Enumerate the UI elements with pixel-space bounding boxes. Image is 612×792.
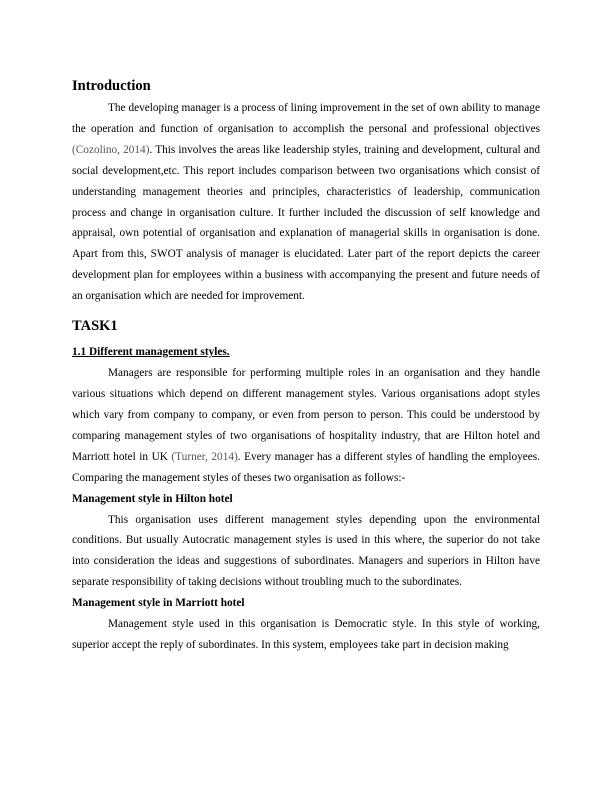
marriott-paragraph: Management style used in this organisation is Democratic style. In this style of working, superior accept the reply of subordinates. In this system, employees take part in decision making	[72, 618, 540, 652]
introduction-citation: (Cozolino, 2014)	[72, 143, 150, 156]
hilton-heading: Management style in Hilton hotel	[72, 492, 233, 505]
management-styles-text-end: . Every manager has a different styles of handling the employees. Comparing the management styles of theses two organisation as follows:-	[72, 450, 541, 484]
marriott-heading: Management style in Marriott hotel	[72, 597, 245, 610]
introduction-text-end: . This involves the areas like leadership styles, training and development, cultural and social development,etc. This report includes comparison between two organisations which consist of understanding management theories and principles, characteristics of leadership, communication process and change in organisation culture. It further included the discussion of self knowledge and appraisal, own potential of organisation and explanation of managerial skills in organisation is done. Apart from this, SWOT analysis of manager is elucidated. Later part of the report depicts the career development plan for employees within a business with accompanying the present and future needs of an organisation which are needed for improvement.	[72, 143, 541, 303]
management-styles-paragraph	[72, 363, 540, 488]
task1-heading: TASK1	[72, 318, 118, 335]
management-styles-text-start: Managers are responsible for performing multiple roles in an organisation and they handle various situations which depend on different management styles. Various organisations adopt styles which vary from company to company, or even from person to person. This could be understood by comparing management styles of two organisations of hospitality industry, that are Hilton hotel and Marriott hotel in UK	[72, 367, 540, 463]
introduction-paragraph	[72, 98, 540, 307]
hilton-paragraph: This organisation uses different management styles depending upon the environmental conditions. But usually Autocratic management styles is used in this where, the superior do not take into consideration the ideas and suggestions of subordinates. Managers and superiors in Hilton have separate responsibility of taking decisions without troubling much to the subordinates.	[72, 513, 540, 589]
introduction-heading: Introduction	[72, 78, 151, 94]
page-content	[72, 76, 540, 656]
management-styles-citation: (Turner, 2014)	[171, 450, 238, 463]
introduction-text-start: The developing manager is a process of lining improvement in the set of own ability to manage the operation and function of organisation to accomplish the personal and professional objectives	[72, 102, 540, 135]
subsection-title: 1.1 Different management styles.	[72, 346, 230, 359]
